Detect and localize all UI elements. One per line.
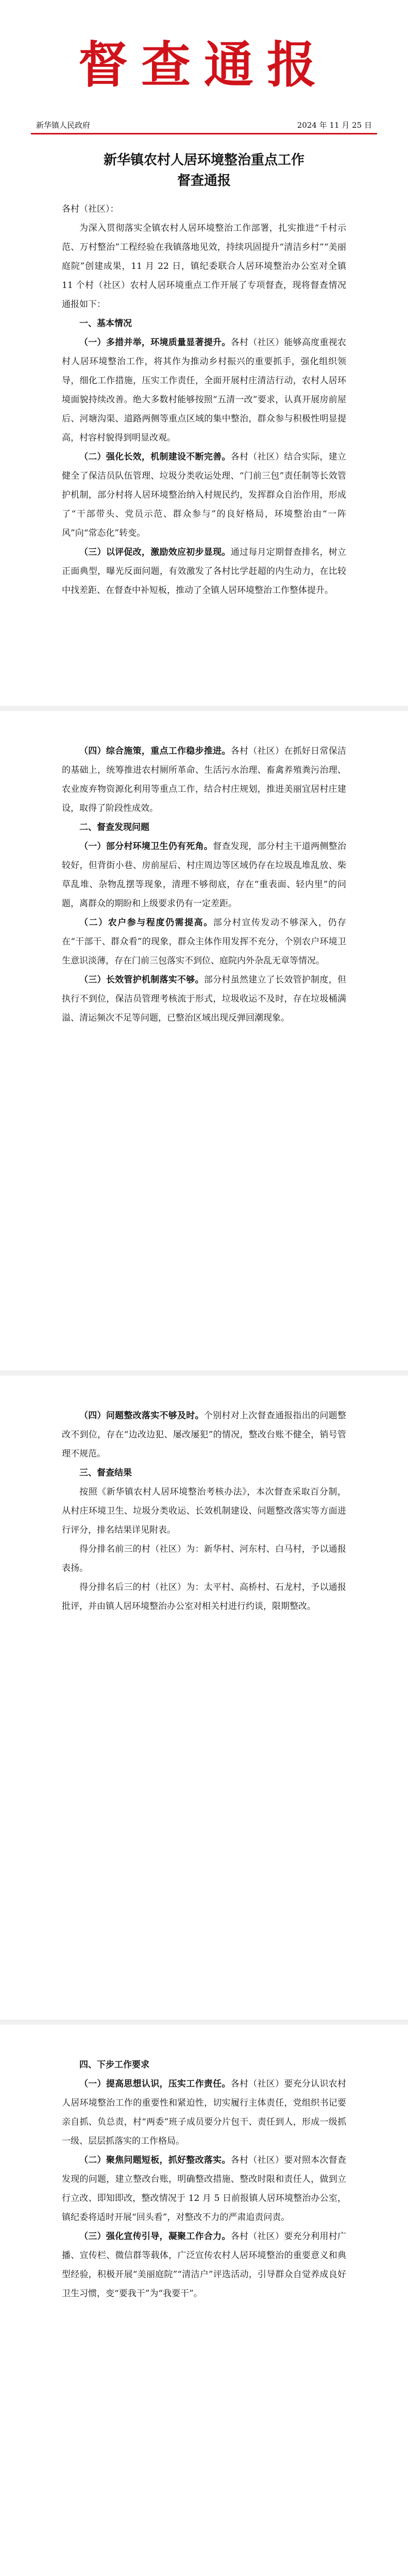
issue-date: 2024 年 11 月 25 日 (297, 121, 372, 130)
paragraph-lead: （四）综合施策，重点工作稳步推进。 (79, 746, 231, 756)
paragraph (62, 448, 346, 543)
issuer: 新华镇人民政府 (36, 121, 91, 130)
doc-title: 新华镇农村人居环境整治重点工作 (103, 152, 304, 168)
paragraph-lead: （三）以评促改，激励效应初步显现。 (79, 547, 231, 557)
paragraph (62, 543, 346, 600)
paragraph-lead: （四）问题整改落实不够及时。 (79, 1411, 204, 1421)
doc-subtitle: 督查通报 (177, 173, 231, 189)
paragraph-text: 个别村对上次督查通报指出的问题整改不到位，存在“边改边犯、屡改屡犯”的情况，整改台账不健全，销号管理不规范。 (62, 1411, 347, 1459)
paragraph-lead: （一）部分村环境卫生仍有死角。 (79, 841, 213, 852)
paragraph: 得分排名后三的村（社区）为：太平村、高桥村、石龙村，予以通报批评，并由镇人居环境整治办公室对相关村进行约谈，限期整改。 (62, 1582, 346, 1612)
body-page1 (62, 200, 346, 600)
paragraph-text: 各村（社区）能够高度重视农村人居环境整治工作，将其作为推动乡村振兴的重要抓手，强化组织领导，细化工作措施，压实工作责任，全面开展村庄清洁行动，农村人居环境面貌持续改善。绝大多数村能够按照“五清一改”要求，认真开展房前屋后、河塘沟渠、道路两侧等重点区域的集中整治，群众参与积极性明显提高，村容村貌得到明显改观。 (62, 337, 347, 443)
issuer-line (36, 120, 372, 130)
paragraph (62, 2075, 346, 2151)
body-page2 (62, 742, 346, 1028)
paragraph-lead: （一）多措并举，环境质量显著提升。 (79, 337, 231, 348)
page-1 (0, 0, 408, 706)
body-page4 (62, 2056, 346, 2303)
paragraph (62, 742, 346, 818)
paragraph: 按照《新华镇农村人居环境整治考核办法》，本次督查采取百分制，从村庄环境卫生、垃圾分类收运、长效机制建设、问题整改落实等方面进行评分，排名结果详见附表。 (62, 1487, 346, 1535)
masthead: 督查通报 (78, 36, 330, 94)
section-heading: 二、督查发现问题 (79, 822, 149, 833)
page-2 (0, 711, 408, 1370)
paragraph-text: 各村（社区）要充分认识农村人居环境整治工作的重要性和紧迫性，切实履行主体责任，党组织书记要亲自抓、负总责，村“两委”班子成员要分片包干、责任到人，形成一级抓一级、层层抓落实的工作格局。 (62, 2079, 347, 2146)
paragraph-text: 各村（社区）要对照本次督查发现的问题，建立整改台账，明确整改措施、整改时限和责任人，做到立行立改、即知即改，整改情况于 12 月 5 日前报镇人居环境整治办公室，镇纪委将适时开展“回头看”，对整改不力的严肃追责问责。 (62, 2155, 347, 2223)
intro-paragraph: 为深入贯彻落实全镇农村人居环境整治工作部署，扎实推进“千村示范、万村整治”工程经验在我镇落地见效，持续巩固提升“清洁乡村”“美丽庭院”创建成果，11 月 22 日，镇纪委联合人居环境整治办公室对全镇 11 个村（社区）农村人居环境重点工作开展了专项督查，现将督查情况通报如下： (62, 223, 346, 310)
page-4 (0, 2025, 408, 2576)
paragraph-lead: （二）强化长效，机制建设不断完善。 (79, 452, 231, 462)
paragraph-text: 通过每月定期督查排名，树立正面典型，曝光反面问题，有效激发了各村比学赶超的内生动力，在比较中找差距、在督查中补短板，推动了全镇人居环境整治工作整体提升。 (62, 547, 347, 596)
section-heading: 三、督查结果 (79, 1468, 132, 1478)
paragraph-text: 督查发现，部分村主干道两侧整治较好，但背街小巷、房前屋后、村庄周边等区域仍存在垃圾乱堆乱放、柴草乱堆、杂物乱摆等现象，清理不够彻底，存在“重表面、轻内里”的问题，离群众的期盼和上级要求仍有一定差距。 (62, 841, 347, 909)
paragraph-lead: （三）长效管护机制落实不够。 (79, 975, 204, 985)
paragraph-lead: （一）提高思想认识，压实工作责任。 (79, 2079, 231, 2089)
paragraph-lead: （三）强化宣传引导，凝聚工作合力。 (79, 2231, 231, 2242)
paragraph-lead: （二）农户参与程度仍需提高。 (79, 918, 213, 928)
paragraph-text: 部分村宣传发动不够深入，仍存在“干部干、群众看”的现象，群众主体作用发挥不充分，个别农户环境卫生意识淡薄，存在门前三包落实不到位、庭院内外杂乱无章等情况。 (62, 918, 347, 966)
paragraph (62, 2151, 346, 2227)
section-heading: 一、基本情况 (79, 318, 132, 329)
paragraph (62, 971, 346, 1028)
paragraph-text: 部分村虽然建立了长效管护制度，但执行不到位，保洁员管理考核流于形式，垃圾收运不及时，存在垃圾桶满溢、清运频次不足等问题，已整治区域出现反弹回潮现象。 (62, 975, 347, 1023)
paragraph-text: 各村（社区）要充分利用村广播、宣传栏、微信群等载体，广泛宣传农村人居环境整治的重要意义和典型经验，积极开展“美丽庭院”“清洁户”评选活动，引导群众自觉养成良好卫生习惯，变“要我干”为“我要干”。 (62, 2231, 347, 2299)
paragraph (62, 1406, 346, 1464)
paragraph-text: 各村（社区）在抓好日常保洁的基础上，统筹推进农村厕所革命、生活污水治理、畜禽养殖粪污治理、农业废弃物资源化利用等重点工作，结合村庄规划，推进美丽宜居村庄建设，取得了阶段性成效。 (62, 746, 347, 814)
salutation: 各村（社区）： (62, 204, 119, 214)
paragraph (62, 2227, 346, 2303)
paragraph-text: 各村（社区）结合实际，建立健全了保洁员队伍管理、垃圾分类收运处理、“门前三包”责任制等长效管护机制，部分村将人居环境整治纳入村规民约，发挥群众自治作用，形成了“干部带头、党员示范、群众参与”的良好格局，环境整治由“一阵风”向“常态化”转变。 (62, 452, 347, 538)
paragraph-lead: （二）聚焦问题短板，抓好整改落实。 (79, 2155, 231, 2165)
page-3 (0, 1376, 408, 2020)
section-heading: 四、下步工作要求 (79, 2060, 149, 2070)
paragraph (62, 837, 346, 913)
paragraph (62, 333, 346, 448)
body-page3 (62, 1406, 346, 1616)
paragraph (62, 913, 346, 971)
paragraph: 得分排名前三的村（社区）为：新华村、河东村、白马村，予以通报表扬。 (62, 1544, 346, 1573)
red-divider (31, 133, 377, 134)
